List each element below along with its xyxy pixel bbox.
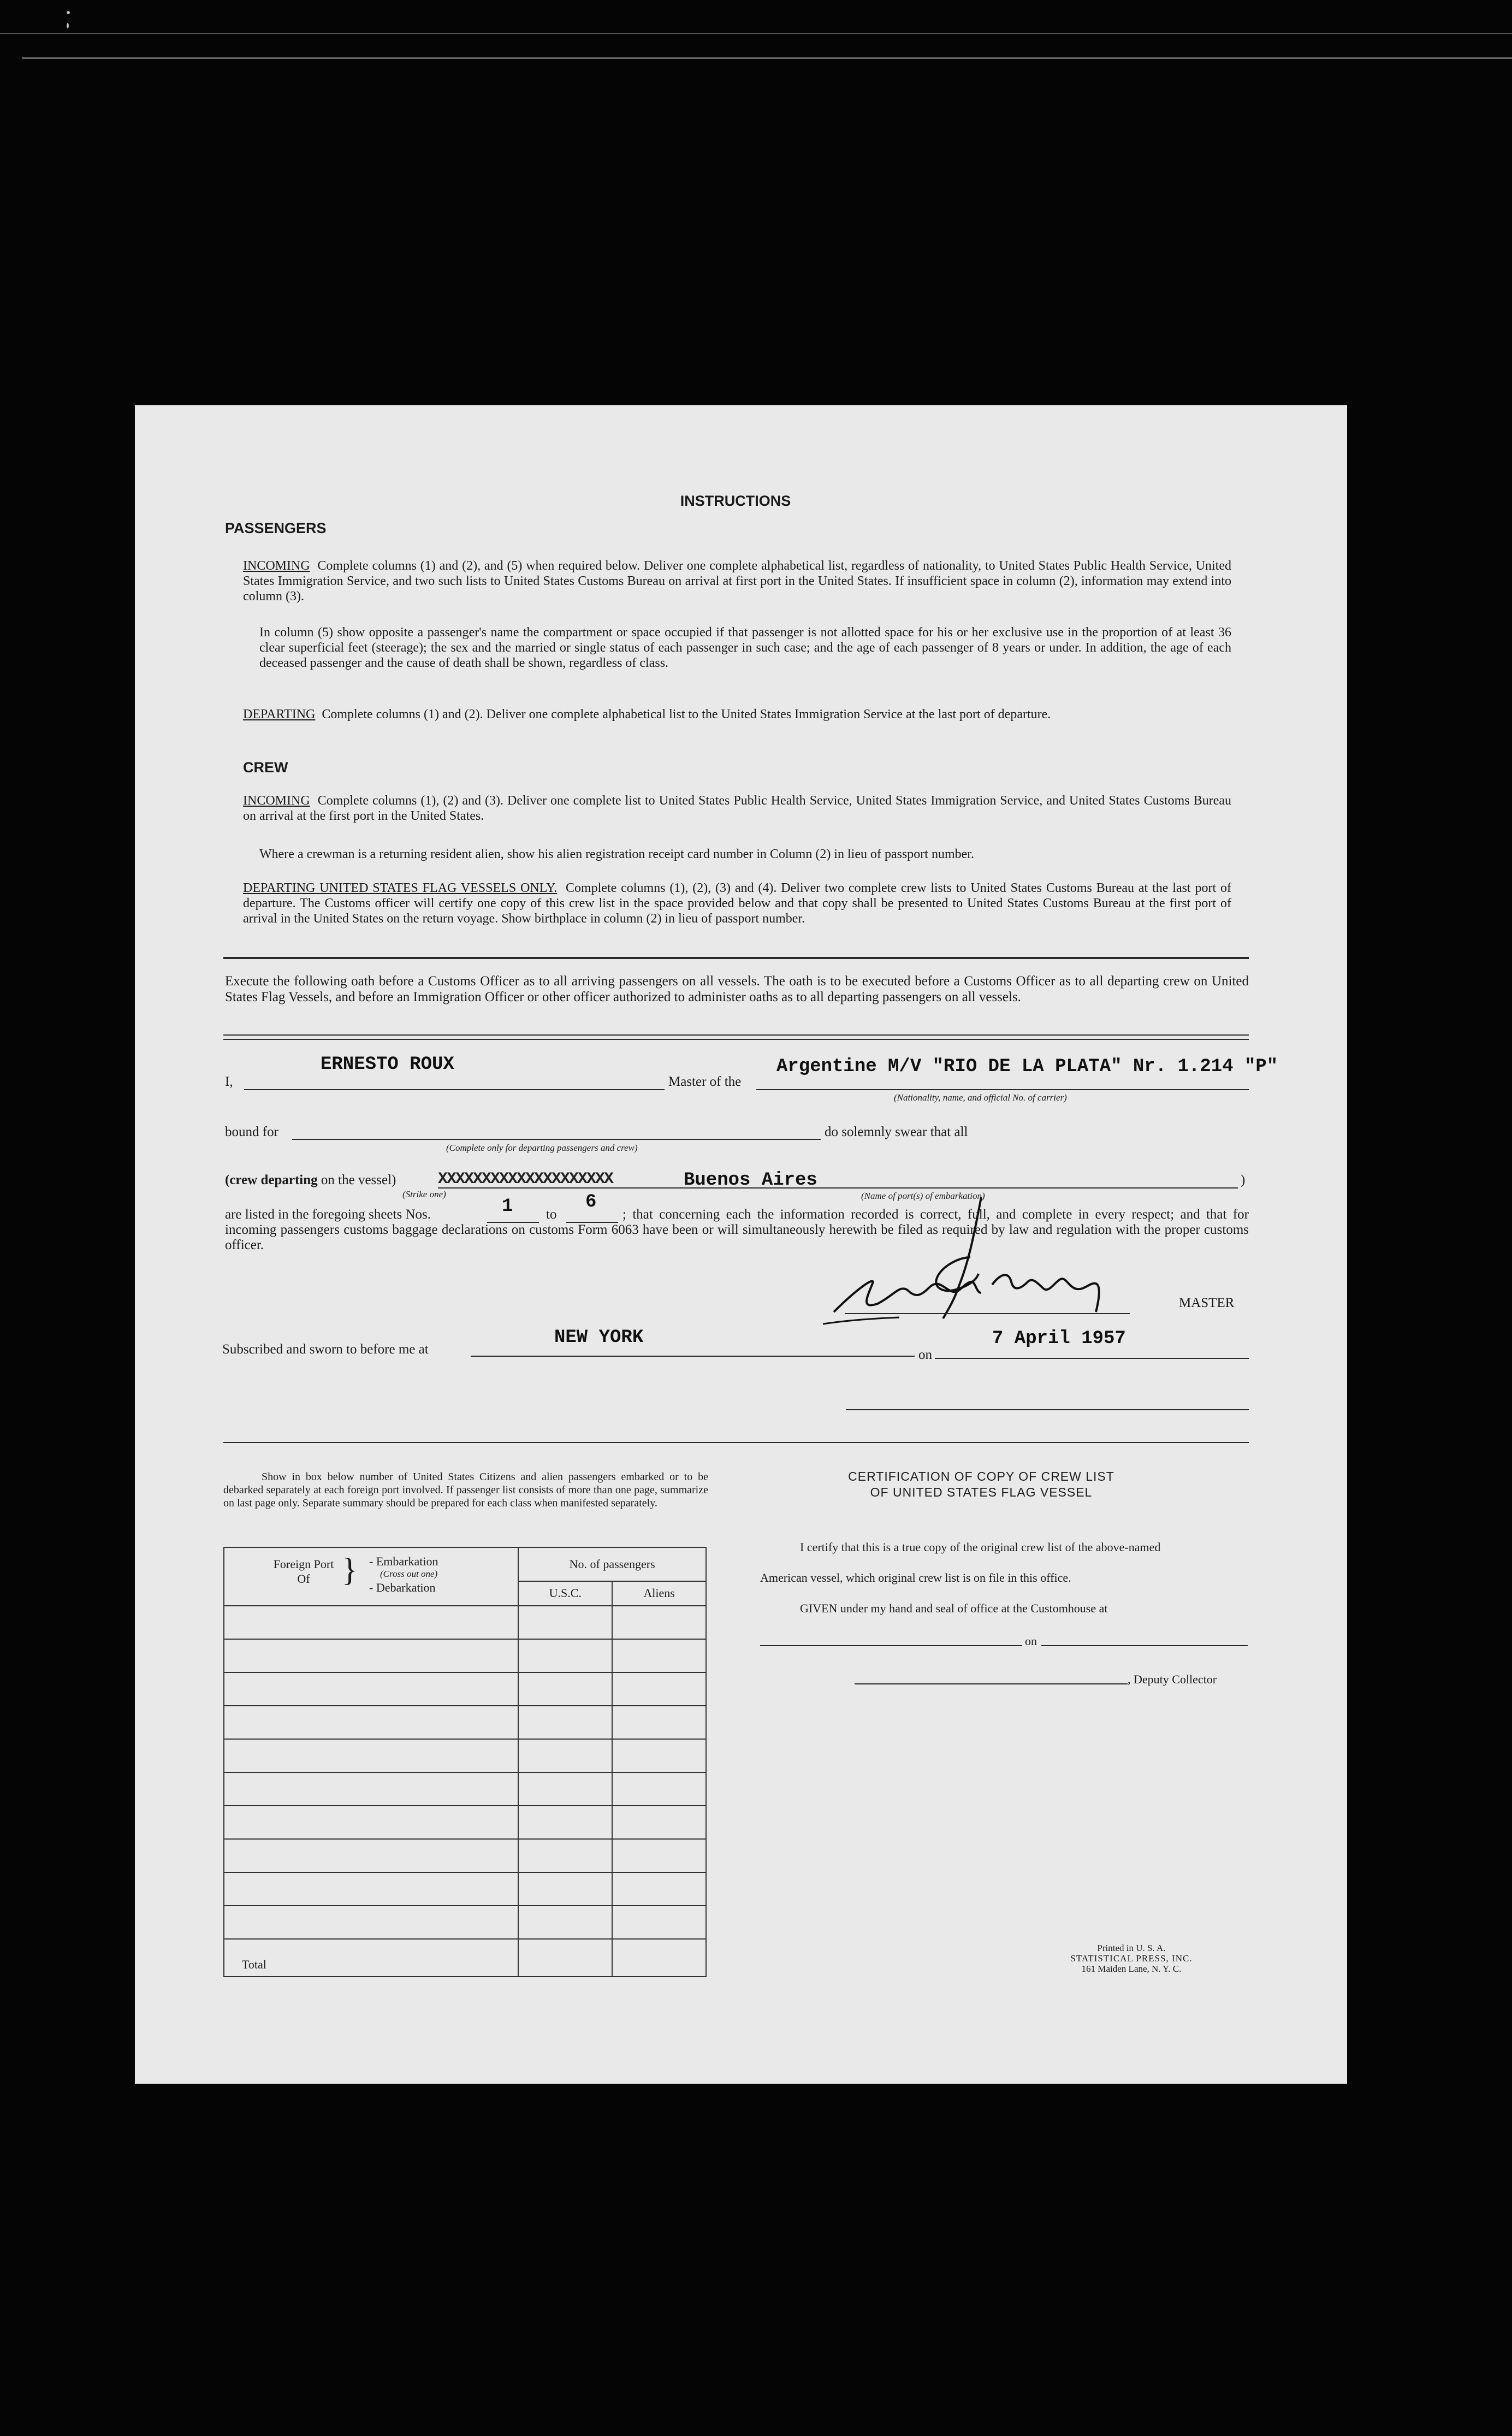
passengers-incoming-text: Complete columns (1) and (2), and (5) when required below. Deliver one complete alphabetical list, regardless of nationality, to United States Public Health Service, United States Immigration Service, and two such lists to United States Customs Bureau on arrival at first port in the United States. If insufficient space in column (2), information may extend into column (3). (243, 559, 1231, 604)
aliens-cell[interactable] (612, 1772, 706, 1806)
table-row (224, 1672, 706, 1706)
usc-cell[interactable] (518, 1906, 612, 1939)
table-row (224, 1639, 706, 1672)
summary-instruction: Show in box below number of United States Citizens and alien passengers embarked or to be debarked separately at each foreign port involved. If passenger list consists of more than one page, summarize on last page only. Separate summary should be prepared for each class when manifested separately. (223, 1471, 708, 1509)
section-divider (223, 1039, 1249, 1040)
master-label: MASTER (1179, 1296, 1235, 1310)
aliens-cell[interactable] (612, 1639, 706, 1672)
sheets-label: are listed in the foregoing sheets Nos. (225, 1207, 431, 1222)
crew-departing-label (225, 1173, 396, 1188)
passengers-heading: PASSENGERS (225, 520, 327, 536)
crew-departing-paragraph (243, 880, 1231, 926)
port-value: Buenos Aires (684, 1170, 817, 1191)
table-row (224, 1606, 706, 1639)
certification-title-1: CERTIFICATION OF COPY OF CREW LIST (848, 1469, 1114, 1483)
master-signature-line (845, 1313, 1130, 1314)
master-of-label: Master of the (668, 1074, 742, 1089)
aliens-cell[interactable] (612, 1839, 706, 1872)
usc-cell[interactable] (518, 1706, 612, 1739)
aliens-total-cell[interactable] (612, 1939, 706, 1977)
table-row (224, 1806, 706, 1839)
debarkation-label: - Debarkation (369, 1581, 436, 1594)
bound-for-line (292, 1139, 821, 1140)
master-name-line (244, 1089, 665, 1090)
usc-cell[interactable] (518, 1639, 612, 1672)
embarkation-label: - Embarkation (369, 1554, 438, 1568)
foreign-port-of-label: Foreign Port Of (273, 1557, 334, 1586)
sworn-place-line (471, 1356, 915, 1357)
total-label: Total (224, 1939, 518, 1977)
port-cell[interactable] (224, 1906, 518, 1939)
brace-glyph: } (342, 1552, 358, 1588)
port-cell[interactable] (224, 1739, 518, 1772)
table-row (224, 1706, 706, 1739)
certification-line-2: American vessel, which original crew list is on file in this office. (760, 1571, 1071, 1584)
aliens-cell[interactable] (612, 1872, 706, 1906)
crew-resident-paragraph: Where a crewman is a returning resident alien, show his alien registration receipt card number in Column (2) in lieu of passport number. (259, 847, 974, 861)
passenger-summary-table (223, 1547, 707, 1977)
passengers-incoming-lead: INCOMING (243, 559, 310, 573)
cross-out-label: (Cross out one) (380, 1569, 438, 1579)
sheet-to-value: 6 (585, 1192, 597, 1213)
table-row (224, 1872, 706, 1906)
certification-line-1: I certify that this is a true copy of the original crew list of the above-named (800, 1540, 1161, 1554)
aliens-cell[interactable] (612, 1806, 706, 1839)
deputy-collector-label: , Deputy Collector (1128, 1672, 1217, 1686)
port-header-cell (224, 1547, 518, 1606)
officer-signature-line (846, 1409, 1249, 1410)
table-row (224, 1772, 706, 1806)
aliens-cell[interactable] (612, 1906, 706, 1939)
passengers-departing-paragraph (243, 707, 1231, 722)
crew-departing-bold: (crew departing (225, 1173, 318, 1187)
crew-incoming-text: Complete columns (1), (2) and (3). Deliver one complete list to United States Public Health Service, United States Immigration Service, and United States Customs Bureau on arrival at the first port in the United States. (243, 794, 1232, 823)
master-name-value: ERNESTO ROUX (321, 1054, 454, 1075)
certification-date-line (1041, 1645, 1248, 1646)
passengers-departing-lead: DEPARTING (243, 707, 316, 722)
port-caption: (Name of port(s) of embarkation) (861, 1191, 985, 1201)
customhouse-line (760, 1645, 1022, 1646)
port-cell[interactable] (224, 1639, 518, 1672)
film-speck (67, 23, 69, 28)
oath-intro-paragraph: Execute the following oath before a Customs Officer as to all arriving passengers on all vessels. The oath is to be executed before a Customs Officer as to all departing crew on United States Flag Vessels, and before an Immigration Officer or other officer authorized to administer oaths as to all departing passengers on all vessels. (225, 974, 1249, 1004)
passengers-column5-paragraph: In column (5) show opposite a passenger's name the compartment or space occupied if that passenger is not allotted space for his or her exclusive use in the proportion of at least 36 clear superficial feet (steerage); the sex and the married or single status of each passenger in such case; and the age of each passenger of 8 years or under. In addition, the age of each deceased passenger and the cause of death shall be shown, regardless of class. (259, 625, 1231, 670)
usc-cell[interactable] (518, 1672, 612, 1706)
section-divider (223, 1442, 1249, 1443)
passengers-incoming-paragraph (243, 558, 1231, 604)
usc-cell[interactable] (518, 1806, 612, 1839)
crew-departing-text: Complete columns (1), (2), (3) and (4). Deliver two complete crew lists to United States Customs Bureau at the last port of departure. The Customs officer will certify one copy of this crew list in the space provided below and that copy shall be presented to United States Customs Bureau at the first port of arrival in the United States on the return voyage. Show birthplace in column (2) in lieu of passport number. (243, 881, 1231, 926)
film-edge-line (22, 57, 1512, 59)
certification-line-3: GIVEN under my hand and seal of office at the Customhouse at (800, 1601, 1108, 1615)
aliens-header: Aliens (612, 1581, 706, 1606)
usc-cell[interactable] (518, 1872, 612, 1906)
total-row (224, 1939, 706, 1977)
port-cell[interactable] (224, 1772, 518, 1806)
no-of-passengers-header: No. of passengers (518, 1547, 706, 1581)
bound-for-label: bound for (225, 1125, 278, 1139)
crew-incoming-lead: INCOMING (243, 794, 310, 808)
film-speck (67, 11, 70, 14)
page-title: INSTRUCTIONS (680, 493, 791, 509)
master-signature (812, 1175, 1167, 1339)
usc-cell[interactable] (518, 1839, 612, 1872)
section-divider (223, 1034, 1249, 1036)
bound-for-caption: (Complete only for departing passengers and crew) (446, 1143, 638, 1153)
printer-imprint (1036, 1943, 1227, 1974)
aliens-cell[interactable] (612, 1739, 706, 1772)
deputy-signature-line (855, 1683, 1128, 1684)
sworn-on-label: on (918, 1347, 932, 1362)
crew-departing-lead: DEPARTING UNITED STATES FLAG VESSELS ONLY. (243, 881, 558, 895)
attest-paragraph: ; that concerning each the information recorded is correct, full, and complete in every respect; and that for incoming passengers customs baggage declarations on customs Form 6063 have been or will simultaneously herewith be filed as required by law and regulation with the proper customs officer. (225, 1207, 1249, 1252)
subscribed-label: Subscribed and sworn to before me at (222, 1342, 429, 1357)
film-edge-line (0, 33, 1512, 34)
sworn-place-value: NEW YORK (554, 1327, 644, 1348)
port-cell[interactable] (224, 1606, 518, 1639)
port-cell[interactable] (224, 1706, 518, 1739)
vessel-value: Argentine M/V "RIO DE LA PLATA" Nr. 1.214 "P" (776, 1056, 1278, 1077)
usc-cell[interactable] (518, 1739, 612, 1772)
on-vessel-label: on the vessel) (321, 1173, 396, 1187)
aliens-cell[interactable] (612, 1672, 706, 1706)
usc-header: U.S.C. (518, 1581, 612, 1606)
usc-cell[interactable] (518, 1772, 612, 1806)
printer-line-1: Printed in U. S. A. (1097, 1943, 1166, 1953)
table-row (224, 1906, 706, 1939)
sheet-from-value: 1 (502, 1196, 513, 1217)
crew-incoming-paragraph (243, 793, 1231, 824)
oath-i-label: I, (225, 1074, 233, 1089)
swear-label: do solemnly swear that all (825, 1125, 968, 1139)
certification-title-2: OF UNITED STATES FLAG VESSEL (870, 1485, 1093, 1499)
port-cell[interactable] (224, 1806, 518, 1839)
table-row (224, 1839, 706, 1872)
sworn-date-value: 7 April 1957 (992, 1328, 1126, 1349)
aliens-cell[interactable] (612, 1706, 706, 1739)
vessel-caption: (Nationality, name, and official No. of carrier) (894, 1092, 1067, 1103)
crew-heading: CREW (243, 759, 288, 776)
usc-cell[interactable] (518, 1606, 612, 1639)
strike-caption: (Strike one) (402, 1189, 446, 1199)
aliens-cell[interactable] (612, 1606, 706, 1639)
printer-line-3: 161 Maiden Lane, N. Y. C. (1081, 1964, 1182, 1974)
close-paren: ) (1241, 1173, 1246, 1187)
passengers-departing-text: Complete columns (1) and (2). Deliver one complete alphabetical list to the United States Immigration Service at the last port of departure. (322, 707, 1051, 722)
document-page (135, 405, 1347, 2084)
usc-total-cell[interactable] (518, 1939, 612, 1977)
to-label: to (546, 1207, 557, 1222)
printer-line-2: STATISTICAL PRESS, INC. (1070, 1953, 1193, 1964)
port-cell[interactable] (224, 1872, 518, 1906)
certification-on-label: on (1025, 1634, 1037, 1648)
port-cell[interactable] (224, 1839, 518, 1872)
sworn-date-line (935, 1358, 1249, 1359)
port-cell[interactable] (224, 1672, 518, 1706)
struck-option: XXXXXXXXXXXXXXXXXXXX (438, 1170, 613, 1189)
section-divider (223, 957, 1249, 959)
table-row (224, 1739, 706, 1772)
vessel-line (756, 1089, 1249, 1090)
